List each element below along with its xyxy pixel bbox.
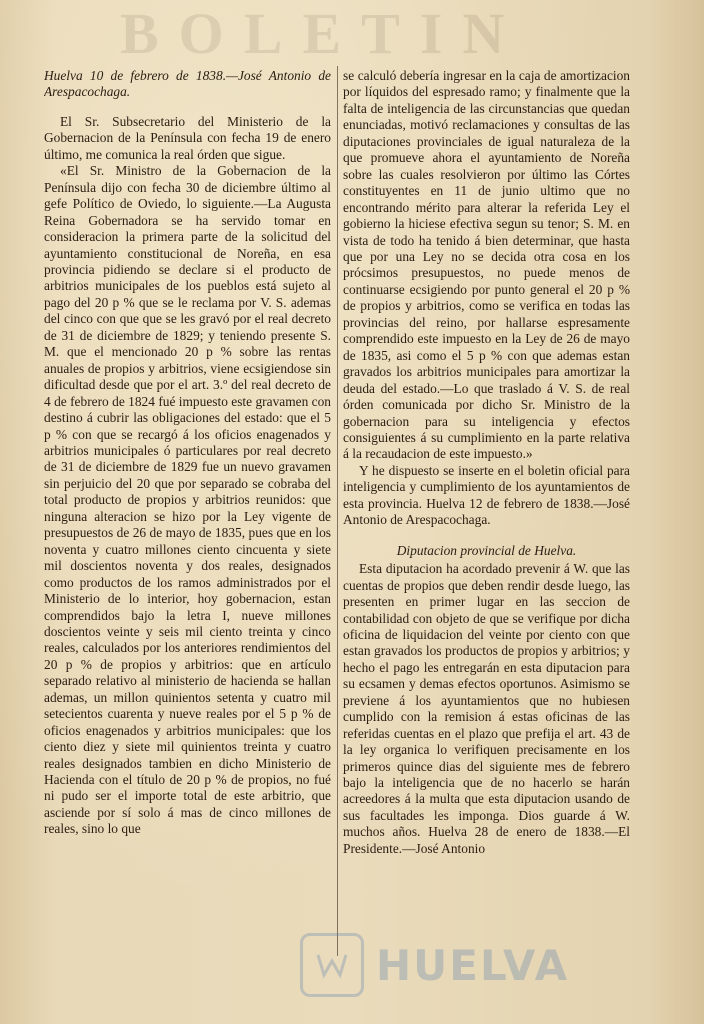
masthead-bleed-through: BOLETIN xyxy=(120,1,525,66)
paragraph-insercion-boletin: Y he dispuesto se inserte en el boletin oficial para inteligencia y cumplimiento de los ayuntamientos de esta provincia. Huelva 12 de febrero de 1838.—José Antonio de Arespacochaga. xyxy=(343,462,630,528)
paragraph-diputacion: Esta diputacion ha acordado prevenir á W. que las cuentas de propios que deben rendir desde luego, las presenten en primer lugar en las seccion de contabilidad con objeto de que se verifique por dicha oficina de liquidacion del veinte por ciento con que estan gravados los productos de propios y arbitrios; y hecho el pago les entregarán en esta diputacion para su ecsamen y demas efectos oportunos. Asimismo se previene á los ayuntamientos que no hubiesen cumplido con la remision á estas oficinas de las referidas cuentas en el plazo que prefija el art. 43 de la ley organica lo verifiquen precisamente en los primeros quince dias del siguiente mes de febrero bajo la inteligencia que de no hacerlo se harán acreedores á la multa que esta diputacion usando de sus facultades les imponga. Dios guarde á W. muchos años. Huelva 28 de enero de 1838.—El Presidente.—José Antonio xyxy=(343,561,630,856)
date-signature-line: Huelva 10 de febrero de 1838.—José Antonio de Arespacochaga. xyxy=(44,68,331,100)
paragraph-real-orden-continued: se calculó debería ingresar en la caja de amortizacion por líquidos del espresado ramo; y finalmente que la falta de inteligencia de las circunstancias que quedan enunciadas, motivó reclamaciones y consultas de las diputaciones provinciales de igual naturaleza de la que promueve ahora el ayuntamiento de Noreña sobre las cuales resolvieron por último las Córtes constituyentes en 11 de junio ultimo que no encontrando mérito para alterar la referida Ley el gobierno la hiciese efectiva segun su tenor; S. M. en vista de todo ha tenido á bien determinar, que hasta que por una Ley no se decida otra cosa en los prócsimos presupuestos, no puede menos de continuarse ecsigiendo por punto general el 20 p % de propios y arbitrios, como se verifica en todas las provincias del reino, por hallarse espresamente comprendido este impuesto en la Ley de 26 de mayo de 1835, asi como el 5 p % con que ademas estan gravados los arbitrios municipales para amortizar la deuda del estado.—Lo que traslado á V. S. de real órden comunicada por dicho Sr. Ministro de la gobernacion para su inteligencia y efectos consiguientes á su cumplimiento en la parte relativa á la recaudacion de este impuesto.» xyxy=(343,68,630,462)
paragraph-subsecretario: El Sr. Subsecretario del Ministerio de la Gobernacion de la Península con fecha 19 de enero último, me comunica la real órden que sigue. xyxy=(44,113,331,162)
watermark-text: HUELVA xyxy=(376,940,570,990)
column-divider xyxy=(337,66,338,956)
right-column xyxy=(343,68,630,948)
section-heading-diputacion: Diputacion provincial de Huelva. xyxy=(396,542,577,558)
left-column xyxy=(44,68,331,958)
watermark xyxy=(300,930,630,1000)
watermark-logo-icon xyxy=(300,933,364,997)
paragraph-real-orden: «El Sr. Ministro de la Gobernacion de la Península dijo con fecha 30 de diciembre último al gefe Político de Oviedo, lo siguiente.—La Augusta Reina Gobernadora se ha servido tomar en consideracion la primera parte de la solicitud del ayuntamiento constitucional de Noreña, en esa provincia pidiendo se declare si el producto de arbitrios municipales de los pueblos está sujeto al pago del 20 p % que se le reclama por V. S. ademas del cinco con que que se les gravó por el real decreto de 31 de diciembre de 1829; y teniendo presente S. M. que el mencionado 20 p % sobre las rentas anuales de propios y arbitrios, viene ecsigiendose sin dificultad desde que por el art. 3.º del real decreto de 4 de febrero de 1824 fué impuesto este gravamen con destino á cubrir las obligaciones del estado: que el 5 p % con que se recargó á los oficios enagenados y arbitrios municipales ó particulares por real decreto de 31 de diciembre de 1829 fue un nuevo gravamen sin perjuicio del 20 que por separado se cobraba del total producto de propios y arbitrios reunidos: que ninguna alteracion se hizo por la Ley vigente de presupuestos de 26 de mayo de 1835, pues que en los noventa y cuatro millones ciento cincuenta y siete mil doscientos noventa y dos reales, designados como productos de los ramos administrados por el Ministerio de lo interior, hoy gobernacion, estan comprendidos bajo la letra I, nueve millones doscientos veinte y seis mil ciento treinta y cinco reales, calculados por los anteriores rendimientos del 20 p % de propios y arbitrios: que en artículo separado relativo al ministerio de hacienda se hallan ademas, un millon quinientos setenta y cuatro mil setecientos cuarenta y nueve reales por el 5 p % de oficios enagenados y arbitrios municipales: que los ciento diez y siete mil quinientos treinta y cuatro reales designados tambien en dicho Ministerio de Hacienda con el título de 20 p % de propios, no fué ni pudo ser el importe total de este arbitrio, que asciende por sí solo á mas de cinco millones de reales, sino lo que xyxy=(44,163,331,837)
